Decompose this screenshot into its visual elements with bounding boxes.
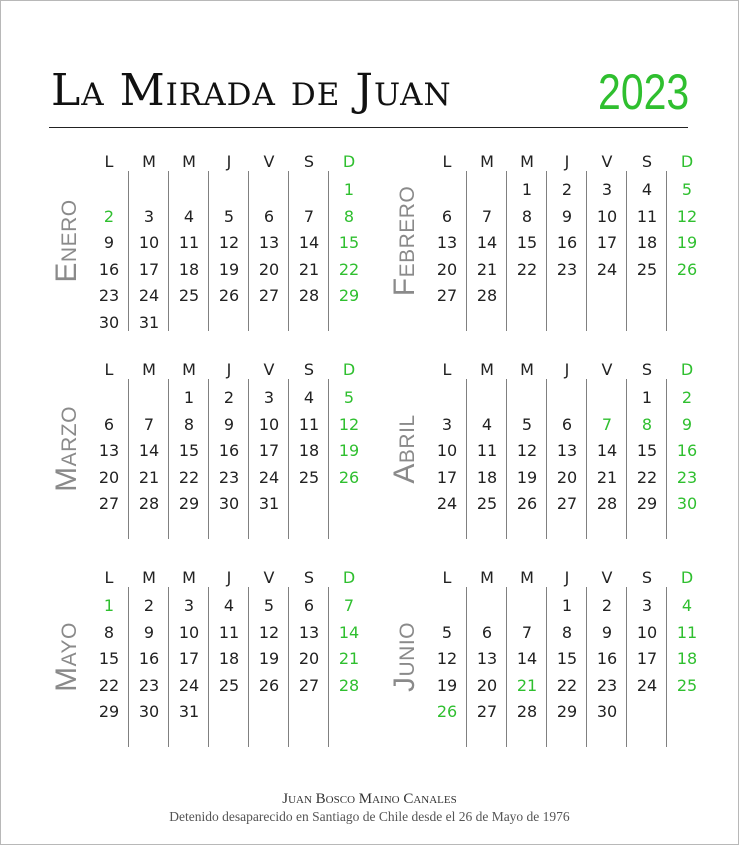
day-cell: 8 (641, 414, 653, 434)
day-cell: 8 (183, 414, 195, 434)
day-cell: 12 (258, 622, 280, 642)
day-cell: 26 (516, 494, 538, 513)
month-grid (89, 567, 369, 757)
day-cell: 3 (441, 414, 453, 434)
weekday-header: M (182, 360, 196, 379)
day-cell: 13 (258, 233, 280, 252)
day-cell: 29 (338, 286, 360, 305)
weekday-header: S (303, 568, 315, 587)
weekday-header: M (520, 360, 534, 379)
day-cell: 26 (258, 675, 280, 695)
day-cell: 26 (338, 467, 360, 487)
day-cell: 7 (521, 622, 533, 642)
weekday-header: M (520, 568, 534, 587)
day-cell: 31 (178, 702, 200, 721)
day-cell: 26 (436, 702, 458, 721)
day-cell: 6 (103, 414, 115, 434)
day-cell: 6 (303, 596, 315, 615)
weekday-header: L (104, 152, 114, 171)
weekday-header: V (263, 360, 275, 379)
weekday-header: M (480, 152, 494, 171)
weekday-header: V (263, 568, 275, 587)
weekday-header: M (520, 152, 534, 171)
day-cell: 27 (556, 494, 578, 513)
day-cell: 18 (636, 233, 658, 252)
day-cell: 18 (298, 441, 320, 460)
month-febrero (387, 151, 707, 341)
weekday-header: L (442, 152, 452, 171)
month-name-enero (49, 151, 85, 331)
day-cell: 11 (298, 414, 320, 434)
day-cell: 4 (641, 180, 653, 199)
day-cell: 14 (298, 233, 320, 252)
day-cell: 22 (556, 675, 578, 695)
weekday-header: V (263, 152, 275, 171)
day-cell: 2 (223, 388, 235, 407)
day-cell: 16 (556, 233, 578, 252)
day-cell: 26 (676, 259, 698, 279)
weekday-header: J (226, 568, 232, 587)
day-cell: 1 (641, 388, 653, 407)
weekday-header: D (342, 568, 356, 587)
day-cell: 6 (561, 414, 573, 434)
day-cell: 21 (476, 259, 498, 279)
footer-name: Juan Bosco Maino Canales (282, 791, 457, 807)
day-cell: 6 (441, 206, 453, 226)
day-cell: 19 (218, 259, 240, 279)
day-cell: 3 (183, 596, 195, 615)
day-cell: 21 (138, 467, 160, 487)
month-mayo (49, 567, 369, 757)
day-cell: 16 (676, 441, 698, 460)
month-name-junio (387, 567, 423, 747)
day-cell: 14 (516, 649, 538, 668)
day-cell: 30 (218, 494, 240, 513)
day-cell: 5 (681, 180, 693, 199)
day-cell: 27 (436, 286, 458, 305)
day-cell: 28 (516, 702, 538, 721)
day-cell: 3 (143, 206, 155, 226)
day-cell: 5 (441, 622, 453, 642)
month-grid (89, 359, 369, 549)
day-cell: 25 (476, 494, 498, 513)
day-cell: 25 (178, 286, 200, 305)
weekday-header: M (480, 568, 494, 587)
day-cell: 21 (516, 675, 538, 695)
day-cell: 14 (338, 622, 360, 642)
day-cell: 20 (258, 259, 280, 279)
day-cell: 8 (343, 206, 355, 226)
day-cell: 18 (476, 467, 498, 487)
day-cell: 16 (138, 649, 160, 668)
day-cell: 25 (298, 467, 320, 487)
day-cell: 5 (521, 414, 533, 434)
day-cell: 30 (138, 702, 160, 721)
weekday-header: M (182, 152, 196, 171)
day-cell: 28 (138, 494, 160, 513)
weekday-header: V (601, 360, 613, 379)
day-cell: 1 (521, 180, 533, 199)
day-cell: 9 (223, 414, 235, 434)
day-cell: 29 (556, 702, 578, 721)
day-cell: 11 (476, 441, 498, 460)
day-cell: 9 (681, 414, 693, 434)
month-label: Marzo (50, 406, 83, 492)
weekday-header: V (601, 152, 613, 171)
day-cell: 23 (218, 467, 240, 487)
month-label: Mayo (50, 622, 83, 692)
day-cell: 18 (676, 649, 698, 668)
month-name-abril (387, 359, 423, 539)
day-cell: 12 (436, 649, 458, 668)
day-cell: 13 (98, 441, 120, 460)
day-cell: 22 (636, 467, 658, 487)
weekday-header: L (442, 360, 452, 379)
day-cell: 6 (481, 622, 493, 642)
day-cell: 13 (476, 649, 498, 668)
day-cell: 9 (143, 622, 155, 642)
day-cell: 28 (338, 675, 360, 695)
day-cell: 22 (338, 259, 360, 279)
day-cell: 17 (436, 467, 458, 487)
day-cell: 2 (143, 596, 155, 615)
day-cell: 16 (596, 649, 618, 668)
day-cell: 4 (481, 414, 493, 434)
day-cell: 17 (636, 649, 658, 668)
day-cell: 3 (263, 388, 275, 407)
day-cell: 19 (676, 233, 698, 252)
weekday-header: D (342, 152, 356, 171)
day-cell: 16 (98, 259, 120, 279)
weekday-header: S (641, 568, 653, 587)
day-cell: 12 (516, 441, 538, 460)
day-cell: 17 (258, 441, 280, 460)
day-cell: 31 (258, 494, 280, 513)
month-name-mayo (49, 567, 85, 747)
day-cell: 26 (218, 286, 240, 305)
weekday-header: M (182, 568, 196, 587)
day-cell: 22 (516, 259, 538, 279)
day-cell: 20 (98, 467, 120, 487)
day-cell: 9 (601, 622, 613, 642)
weekday-header: D (680, 568, 694, 587)
day-cell: 12 (676, 206, 698, 226)
month-junio (387, 567, 707, 757)
day-cell: 21 (596, 467, 618, 487)
day-cell: 1 (343, 180, 355, 199)
day-cell: 5 (343, 388, 355, 407)
day-cell: 15 (178, 441, 200, 460)
day-cell: 1 (103, 596, 115, 615)
weekday-header: J (564, 568, 570, 587)
day-cell: 7 (601, 414, 613, 434)
weekday-header: S (303, 152, 315, 171)
day-cell: 27 (98, 494, 120, 513)
calendar-year: 2023 (597, 64, 689, 120)
day-cell: 14 (476, 233, 498, 252)
day-cell: 25 (676, 675, 698, 695)
day-cell: 7 (303, 206, 315, 226)
day-cell: 3 (601, 180, 613, 199)
weekday-header: L (104, 360, 114, 379)
month-enero (49, 151, 369, 341)
title-rule (49, 127, 688, 128)
day-cell: 10 (636, 622, 658, 642)
day-cell: 15 (516, 233, 538, 252)
weekday-header: S (641, 152, 653, 171)
month-label: Junio (388, 622, 421, 692)
day-cell: 18 (178, 259, 200, 279)
day-cell: 11 (218, 622, 240, 642)
day-cell: 12 (218, 233, 240, 252)
day-cell: 24 (138, 286, 160, 305)
day-cell: 15 (556, 649, 578, 668)
month-name-marzo (49, 359, 85, 539)
day-cell: 10 (258, 414, 280, 434)
day-cell: 2 (601, 596, 613, 615)
day-cell: 4 (183, 206, 195, 226)
day-cell: 27 (476, 702, 498, 721)
day-cell: 23 (596, 675, 618, 695)
day-cell: 2 (681, 388, 693, 407)
day-cell: 20 (556, 467, 578, 487)
day-cell: 18 (218, 649, 240, 668)
day-cell: 17 (138, 259, 160, 279)
day-cell: 28 (298, 286, 320, 305)
day-cell: 9 (561, 206, 573, 226)
day-cell: 6 (263, 206, 275, 226)
day-cell: 24 (596, 259, 618, 279)
weekday-header: D (680, 152, 694, 171)
day-cell: 10 (596, 206, 618, 226)
day-cell: 10 (138, 233, 160, 252)
month-abril (387, 359, 707, 549)
month-marzo (49, 359, 369, 549)
day-cell: 29 (178, 494, 200, 513)
day-cell: 24 (178, 675, 200, 695)
day-cell: 15 (338, 233, 360, 252)
day-cell: 3 (641, 596, 653, 615)
day-cell: 20 (476, 675, 498, 695)
day-cell: 13 (436, 233, 458, 252)
month-grid (427, 359, 707, 549)
month-name-febrero (387, 151, 423, 331)
day-cell: 15 (98, 649, 120, 668)
weekday-header: M (480, 360, 494, 379)
day-cell: 17 (178, 649, 200, 668)
day-cell: 23 (676, 467, 698, 487)
weekday-header: V (601, 568, 613, 587)
weekday-header: J (564, 152, 570, 171)
day-cell: 4 (303, 388, 315, 407)
day-cell: 9 (103, 233, 115, 252)
month-grid (89, 151, 369, 341)
day-cell: 29 (636, 494, 658, 513)
month-label: Enero (50, 199, 83, 283)
day-cell: 20 (298, 649, 320, 668)
month-label: Febrero (388, 185, 421, 297)
day-cell: 7 (143, 414, 155, 434)
day-cell: 19 (436, 675, 458, 695)
day-cell: 24 (636, 675, 658, 695)
weekday-header: S (303, 360, 315, 379)
day-cell: 30 (676, 494, 698, 513)
day-cell: 28 (596, 494, 618, 513)
footer-note: Detenido desaparecido en Santiago de Chile desde el 26 de Mayo de 1976 (169, 809, 570, 824)
day-cell: 8 (521, 206, 533, 226)
day-cell: 25 (636, 259, 658, 279)
day-cell: 5 (223, 206, 235, 226)
day-cell: 11 (636, 206, 658, 226)
day-cell: 10 (178, 622, 200, 642)
day-cell: 23 (98, 286, 120, 305)
day-cell: 17 (596, 233, 618, 252)
day-cell: 23 (138, 675, 160, 695)
day-cell: 19 (258, 649, 280, 668)
day-cell: 14 (138, 441, 160, 460)
weekday-header: S (641, 360, 653, 379)
day-cell: 21 (338, 649, 360, 668)
weekday-header: L (104, 568, 114, 587)
day-cell: 7 (343, 596, 355, 615)
day-cell: 4 (681, 596, 693, 615)
day-cell: 13 (298, 622, 320, 642)
day-cell: 1 (183, 388, 195, 407)
weekday-header: M (142, 152, 156, 171)
day-cell: 2 (103, 206, 115, 226)
day-cell: 15 (636, 441, 658, 460)
day-cell: 23 (556, 259, 578, 279)
day-cell: 8 (561, 622, 573, 642)
weekday-header: L (442, 568, 452, 587)
day-cell: 19 (338, 441, 360, 460)
day-cell: 5 (263, 596, 275, 615)
day-cell: 7 (481, 206, 493, 226)
weekday-header: J (564, 360, 570, 379)
day-cell: 10 (436, 441, 458, 460)
day-cell: 30 (596, 702, 618, 721)
day-cell: 21 (298, 259, 320, 279)
day-cell: 24 (258, 467, 280, 487)
month-grid (427, 567, 707, 757)
day-cell: 30 (98, 312, 120, 332)
day-cell: 29 (98, 702, 120, 721)
day-cell: 12 (338, 414, 360, 434)
day-cell: 27 (258, 286, 280, 305)
day-cell: 16 (218, 441, 240, 460)
weekday-header: M (142, 360, 156, 379)
day-cell: 19 (516, 467, 538, 487)
day-cell: 25 (218, 675, 240, 695)
day-cell: 8 (103, 622, 115, 642)
weekday-header: J (226, 152, 232, 171)
weekday-header: M (142, 568, 156, 587)
day-cell: 22 (98, 675, 120, 695)
day-cell: 11 (676, 622, 698, 642)
day-cell: 31 (138, 312, 160, 332)
calendar-title: La Mirada de Juan (51, 65, 452, 116)
weekday-header: J (226, 360, 232, 379)
day-cell: 28 (476, 286, 498, 305)
day-cell: 13 (556, 441, 578, 460)
month-label: Abril (388, 414, 421, 484)
weekday-header: D (680, 360, 694, 379)
day-cell: 27 (298, 675, 320, 695)
weekday-header: D (342, 360, 356, 379)
month-grid (427, 151, 707, 341)
day-cell: 1 (561, 596, 573, 615)
day-cell: 14 (596, 441, 618, 460)
day-cell: 2 (561, 180, 573, 199)
day-cell: 24 (436, 494, 458, 513)
day-cell: 20 (436, 259, 458, 279)
day-cell: 22 (178, 467, 200, 487)
day-cell: 4 (223, 596, 235, 615)
day-cell: 11 (178, 233, 200, 252)
